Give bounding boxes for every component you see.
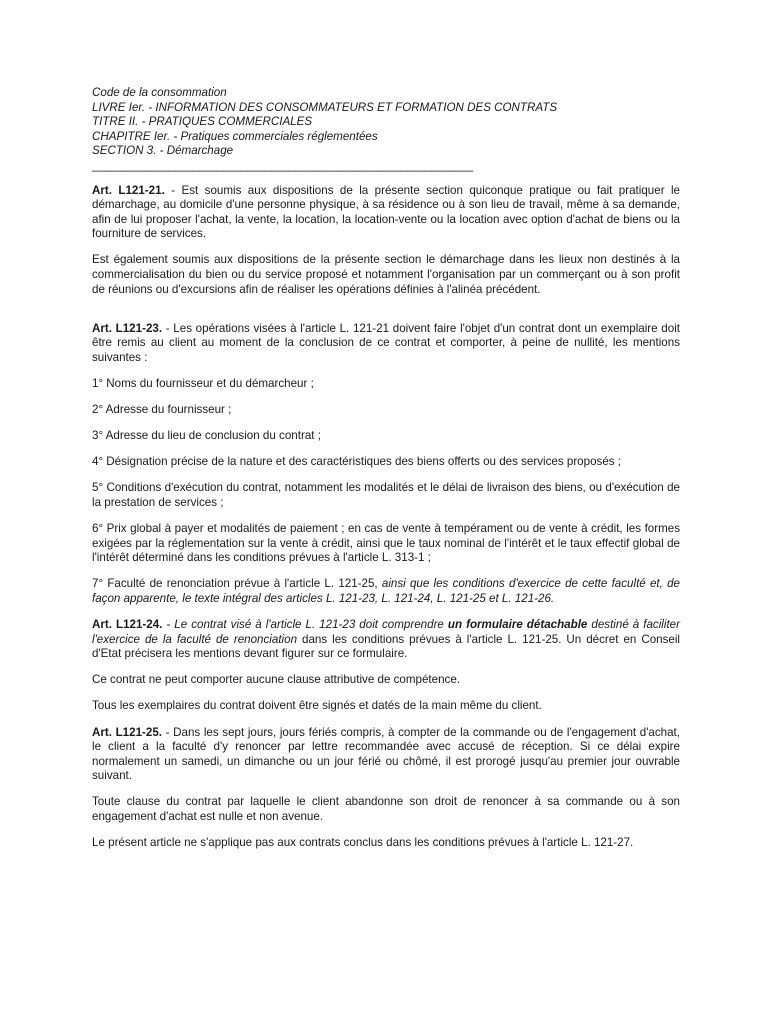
article-l121-24-para2: Ce contrat ne peut comporter aucune clause attributive de compétence. (92, 673, 460, 687)
article-emphasis: un formulaire détachable (447, 618, 588, 632)
article-italic-text: destiné à faciliter l'exercice de la faculté de renonciation (92, 618, 680, 646)
section-title: SECTION 3. - Démarchage (92, 144, 234, 158)
code-title: Code de la consommation (92, 86, 227, 99)
article-text: - Dans les sept jours, jours fériés compris, à compter de la commande ou de l'engagement d'achat, le client a la faculté d'y renoncer par lettre recommandée avec accusé de réception. Si ce délai expire normalement un samedi, un dimanche ou un jour férié ou chômé, il est prorogé jusqu'au premier jour ouvrable suivant. (92, 725, 680, 783)
article-l121-21-para2: Est également soumis aux dispositions de la présente section le démarchage dans les lieux non destinés à la commercialisation du bien ou du service proposé et notamment l'organisation par un commerçant ou à son profit de réunions ou d'excursions afin de réaliser les opérations définies à l'alinéa précédent. (92, 253, 680, 296)
article-l121-25-para3: Le présent article ne s'applique pas aux contrats conclus dans les conditions prévues à l'article L. 121-27. (92, 836, 634, 850)
article-italic-text: - Le contrat visé à l'article L. 121-23 doit comprendre (162, 618, 448, 632)
list-item: 3° Adresse du lieu de conclusion du contrat ; (92, 429, 321, 443)
separator-line: ________________________________________________________________ (92, 158, 473, 172)
article-l121-25-para2: Toute clause du contrat par laquelle le client abandonne son droit de renoncer à sa commande ou à son engagement d'achat est nulle et non avenue. (92, 795, 680, 823)
chapitre-title: CHAPITRE Ier. - Pratiques commerciales réglementées (92, 129, 378, 143)
article-text: - Est soumis aux dispositions de la présente section quiconque pratique ou fait pratiquer le démarchage, au domicile d'une personne physique, à sa résidence ou à son lieu de travail, même à sa demande, afin de lui proposer l'achat, la vente, la location, la location-vente ou la location avec option d'achat de biens ou la fourniture de services. (92, 183, 680, 241)
list-item: 5° Conditions d'exécution du contrat, notamment les modalités et le délai de livraison des biens, ou d'exécution de la prestation de services ; (92, 481, 680, 509)
article-label: Art. L121-21. (92, 183, 165, 197)
list-item: 1° Noms du fournisseur et du démarcheur ; (92, 377, 314, 390)
article-l121-24-para3: Tous les exemplaires du contrat doivent être signés et datés de la main même du client. (92, 699, 542, 713)
article-l121-25 (92, 726, 680, 784)
list-item-italic-text: ainsi que les conditions d'exercice de cette faculté et, de façon apparente, le texte intégral des articles L. 121-23, L. 121-24, L. 121-25 et L. 121-26. (92, 577, 680, 605)
article-label: Art. L121-24. (92, 618, 163, 632)
spacer (92, 309, 680, 322)
list-item (92, 577, 680, 606)
article-text: - Les opérations visées à l'article L. 121-21 doivent faire l'objet d'un contrat dont un exemplaire doit être remis au client au moment de la conclusion de ce contrat et comporter, à peine de nullité, les mentions suivantes : (92, 321, 680, 364)
titre-title: TITRE II. - PRATIQUES COMMERCIALES (92, 115, 313, 129)
article-text: dans les conditions prévues à l'article L. 121-25. Un décret en Conseil d'Etat précisera les mentions devant figurer sur ce formulaire. (92, 632, 680, 661)
article-label: Art. L121-23. (92, 321, 163, 335)
article-l121-23 (92, 322, 680, 366)
list-item: 6° Prix global à payer et modalités de paiement ; en cas de vente à tempérament ou de vente à crédit, les formes exigées par la réglementation sur la vente à crédit, ainsi que le taux nominal de l'intérêt et le taux effectif global de l'intérêt déterminé dans les conditions prévues à l'article L. 313-1 ; (92, 522, 680, 565)
article-l121-21 (92, 184, 680, 242)
list-item: 2° Adresse du fournisseur ; (92, 403, 232, 417)
list-item-text: 7° Faculté de renonciation prévue à l'article L. 121-25, (92, 577, 382, 591)
list-item: 4° Désignation précise de la nature et des caractéristiques des biens offerts ou des services proposés ; (92, 455, 622, 469)
article-label: Art. L121-25. (92, 725, 163, 739)
livre-title: LIVRE Ier. - INFORMATION DES CONSOMMATEURS ET FORMATION DES CONTRATS (92, 100, 558, 114)
article-l121-24 (92, 618, 680, 662)
document-body (92, 86, 680, 862)
